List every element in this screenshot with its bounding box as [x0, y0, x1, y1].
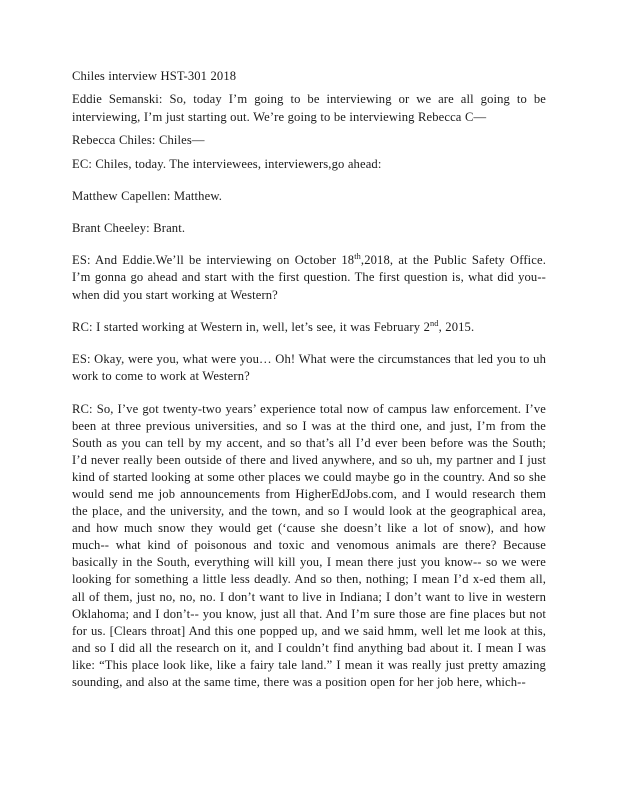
- paragraph-rc-experience-story: RC: So, I’ve got twenty-two years’ experience total now of campus law enforcement. I’ve been at three previous universities, and so I was at the third one, and just, I’m from the South as you can tell by my accent, and so that’s all I’d ever been before was the South; I’d never really been outside of there and lived anywhere, and so uh, my partner and I just kind of started looking at some other places we could maybe go in the country. And so she would send me job announcements from HigherEdJobs.com, and I would research them the place, and the university, and the town, and so I would look at the geographical area, and how much snow they would get (‘cause she doesn’t like a lot of snow), and how much-- what kind of poisonous and toxic and venomous animals are there? Because basically in the South, everything will kill you, I mean there just you know-- so we were looking for something a little less deadly. And so then, nothing; I mean I’d x-ed them all, all of them, just no, no, no. I don’t want to live in Indiana; I don’t want to live in western Oklahoma; and I don’t-- you know, just all that. And I’m sure those are fine places but not for us. [Clears throat] And this one popped up, and we said hmm, well let me look at this, and so I did all the research on it, and I couldn’t find anything bad about it. I mean I was like: “This place look like, like a fairy tale land.” I mean it was really just pretty amazing sounding, and also at the same time, there was a position open for her job here, which--: [72, 401, 546, 690]
- rc-answer-text-part-1: RC: I started working at Western in, well, let’s see, it was February 2: [72, 319, 431, 334]
- paragraph-rc-started-working: [72, 319, 546, 336]
- paragraph-ec-interviewees: EC: Chiles, today. The interviewees, interviewers,go ahead:: [72, 156, 382, 171]
- es-question-text-part-2: ,2018, at the Public Safety Office. I’m gonna go ahead and start with the first question. The first question is, what did you--when did you start working at Western?: [72, 253, 546, 302]
- rc-answer-text-part-2: , 2015.: [438, 319, 475, 334]
- paragraph-eddie-semanski-intro: Eddie Semanski: So, today I’m going to be interviewing or we are all going to be interviewing, I’m just starting out. We’re going to be interviewing Rebecca C—: [72, 92, 546, 124]
- paragraph-es-circumstances: ES: Okay, were you, what were you… Oh! What were the circumstances that led you to uh work to come to work at Western?: [72, 352, 546, 384]
- ordinal-suffix-th: th: [354, 252, 361, 262]
- paragraph-rebecca-chiles-intro: Rebecca Chiles: Chiles—: [72, 133, 205, 148]
- document-text-body: [72, 68, 546, 691]
- paragraph-brant-cheeley-intro: Brant Cheeley: Brant.: [72, 221, 186, 236]
- es-question-text-part-1: ES: And Eddie.We’ll be interviewing on October 18: [72, 253, 355, 268]
- ordinal-suffix-nd: nd: [430, 318, 439, 328]
- paragraph-es-first-question: [72, 252, 546, 303]
- paragraph-matthew-capellen-intro: Matthew Capellen: Matthew.: [72, 188, 222, 203]
- document-title: Chiles interview HST-301 2018: [72, 69, 237, 83]
